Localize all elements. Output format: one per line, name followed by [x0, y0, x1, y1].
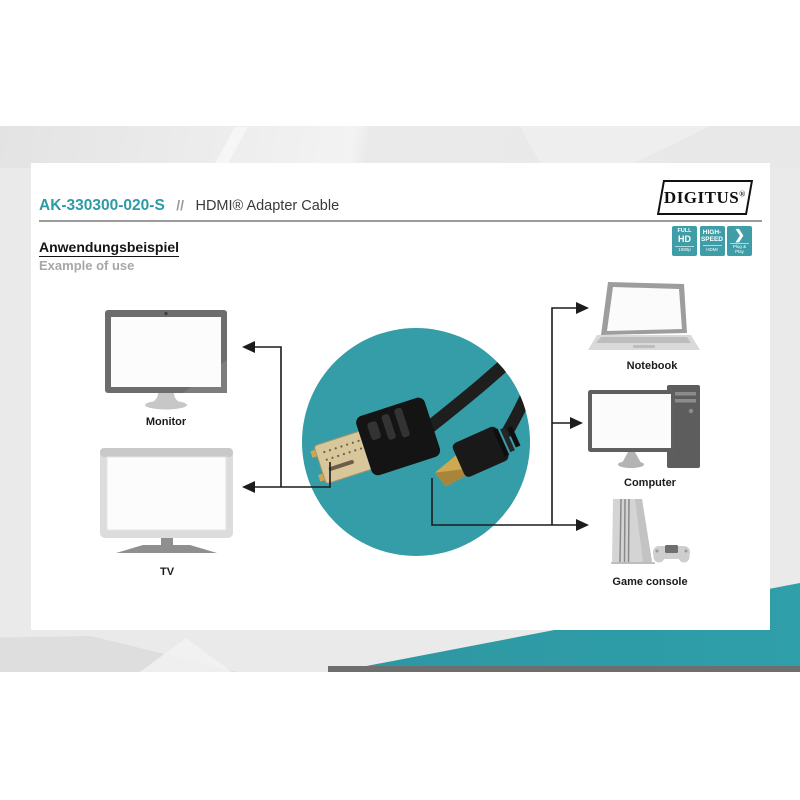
computer-icon	[588, 385, 700, 468]
chevron-right-icon: ❯	[734, 226, 745, 242]
section-heading-de: Anwendungsbeispiel	[39, 239, 180, 255]
monitor-label: Monitor	[145, 416, 187, 428]
content-card	[31, 163, 770, 630]
arrow-notebook-icon	[576, 302, 589, 314]
notebook-icon	[588, 282, 700, 350]
computer-label: Computer	[624, 477, 676, 489]
badge-full-hd: FULL HD 1080p	[672, 226, 697, 256]
game-console-label: Game console	[612, 576, 688, 588]
product-code: AK-330300-020-S	[39, 197, 165, 214]
digitus-logo-text: DIGITUS®	[664, 187, 746, 207]
arrow-tv-icon	[242, 481, 255, 493]
notebook-label: Notebook	[626, 360, 678, 372]
digitus-logo	[657, 180, 753, 215]
registered-mark: ®	[739, 188, 746, 198]
usage-diagram	[31, 280, 770, 630]
tv-label: TV	[159, 566, 175, 578]
arrow-game-console-icon	[576, 519, 589, 531]
product-title: HDMI® Adapter Cable	[195, 198, 340, 214]
dark-bar-decoration	[328, 666, 800, 672]
product-header	[39, 197, 339, 215]
header-rule	[39, 220, 762, 222]
section-heading-en: Example of use	[39, 258, 135, 273]
arrow-monitor-icon	[242, 341, 255, 353]
feature-badges	[672, 226, 752, 256]
badge-plug-and-play: ❯ Plug & Play	[727, 226, 752, 256]
game-console-icon	[611, 499, 690, 564]
monitor-icon	[105, 310, 227, 410]
tv-icon	[100, 448, 233, 553]
badge-high-speed: HIGH- SPEED HDMI	[700, 226, 725, 256]
arrow-computer-icon	[570, 417, 583, 429]
header-separator: //	[176, 197, 185, 213]
gamepad-icon	[653, 545, 690, 563]
